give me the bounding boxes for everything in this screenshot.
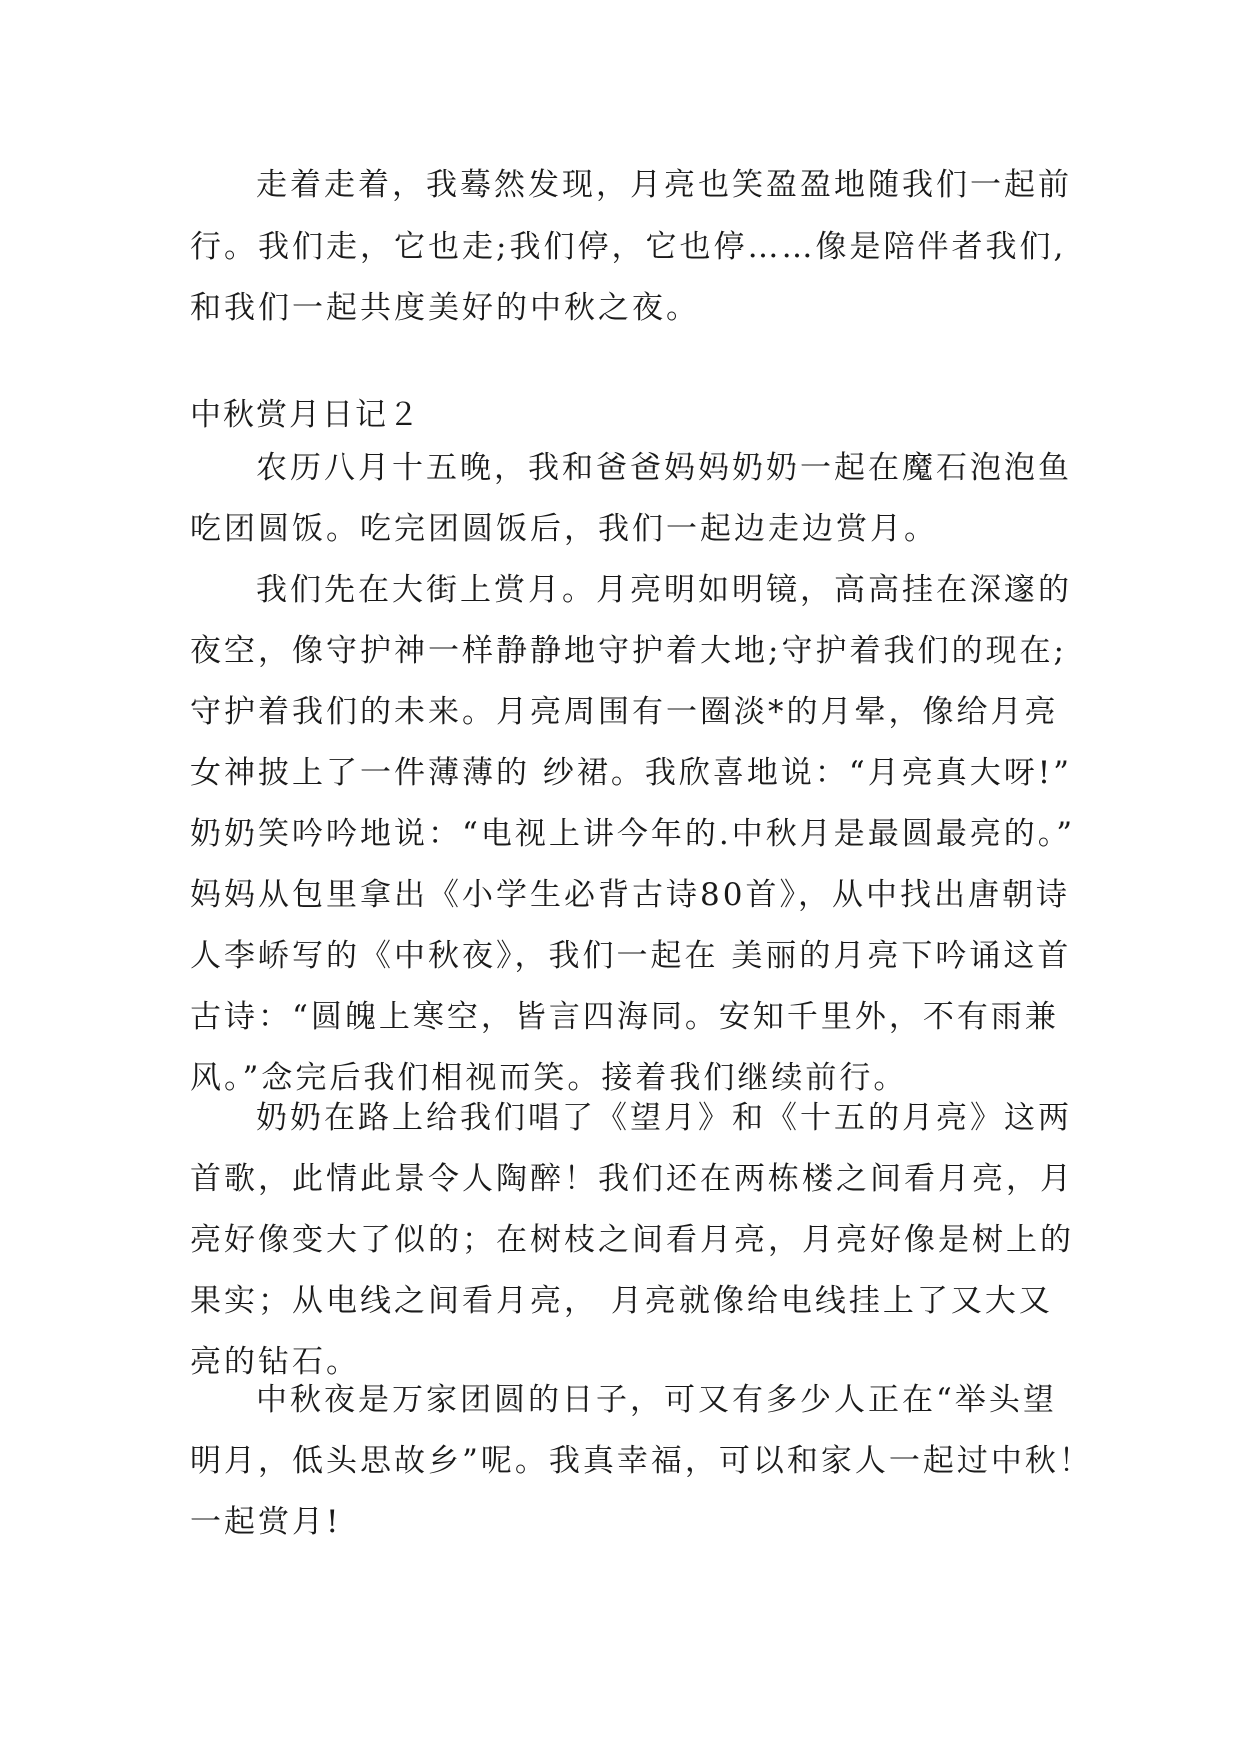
paragraph-line: 古诗：“圆魄上寒空，皆言四海同。安知千里外，不有雨兼 [190,999,1059,1035]
paragraph-line: 奶奶在路上给我们唱了《望月》和《十五的月亮》这两 [256,1100,1072,1136]
diary-title: 中秋赏月日记２ [190,397,421,433]
paragraph-line: 明月，低头思故乡”呢。我真幸福，可以和家人一起过中秋！ [190,1443,1093,1479]
paragraph-line: 夜空，像守护神一样静静地守护着大地;守护着我们的现在; [190,633,1067,669]
paragraph-line: 风。”念完后我们相视而笑。接着我们继续前行。 [190,1060,908,1096]
paragraph-line: 中秋夜是万家团圆的日子，可又有多少人正在“举头望 [256,1382,1057,1418]
paragraph-line: 妈妈从包里拿出《小学生必背古诗80首》，从中找出唐朝诗 [190,877,1070,913]
paragraph-line: 亮好像变大了似的；在树枝之间看月亮，月亮好像是树上的 [190,1222,1074,1258]
paragraph-line: 人李峤写的《中秋夜》，我们一起在 美丽的月亮下吟诵这首 [190,938,1072,974]
paragraph-line: 女神披上了一件薄薄的 纱裙。我欣喜地说：“月亮真大呀!” [190,755,1073,791]
paragraph-line: 亮的钻石。 [190,1344,360,1380]
paragraph-line: 一起赏月! [190,1504,342,1540]
paragraph-line: 行。我们走，它也走;我们停，它也停……像是陪伴者我们, [190,229,1067,265]
paragraph-line: 农历八月十五晚，我和爸爸妈妈奶奶一起在魔石泡泡鱼 [256,450,1072,486]
paragraph-line: 走着走着，我蓦然发现，月亮也笑盈盈地随我们一起前 [256,167,1072,203]
paragraph-line: 首歌，此情此景令人陶醉！我们还在两栋楼之间看月亮，月 [190,1161,1074,1197]
paragraph-line: 和我们一起共度美好的中秋之夜。 [190,290,700,326]
paragraph-line: 我们先在大街上赏月。月亮明如明镜，高高挂在深邃的 [256,572,1072,608]
paragraph-line: 奶奶笑吟吟地说：“电视上讲今年的.中秋月是最圆最亮的。” [190,816,1076,852]
paragraph-line: 吃团圆饭。吃完团圆饭后，我们一起边走边赏月。 [190,511,938,547]
paragraph-line: 果实；从电线之间看月亮， 月亮就像给电线挂上了又大又 [190,1283,1053,1319]
paragraph-line: 守护着我们的未来。月亮周围有一圈淡*的月晕，像给月亮 [190,694,1059,730]
